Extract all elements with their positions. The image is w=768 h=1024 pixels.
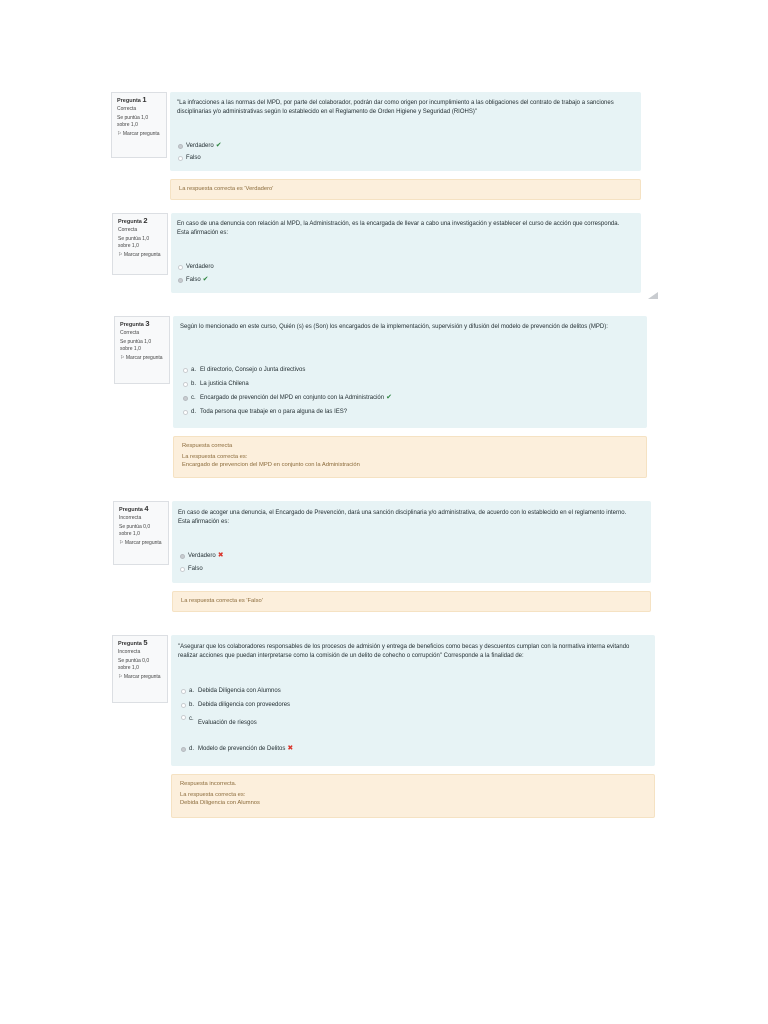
flag-icon: ⚐ (118, 252, 123, 258)
flag-icon: ⚐ (119, 540, 124, 546)
radio-button[interactable] (178, 265, 183, 270)
option-verdadero[interactable]: Verdadero (178, 263, 214, 272)
question-title: Pregunta (120, 322, 144, 328)
feedback-box-4 (172, 591, 651, 612)
question-number: 4 (144, 504, 149, 513)
question-state: Incorrecta (119, 514, 142, 521)
radio-button[interactable] (181, 747, 186, 752)
question-box-1 (170, 92, 641, 171)
question-title: Pregunta (119, 507, 143, 513)
question-grade: Se puntúa 1,0 sobre 1,0 (117, 115, 149, 128)
question-number: 1 (142, 95, 147, 104)
question-grade: Se puntúa 0,0 sobre 1,0 (119, 524, 151, 537)
option-c[interactable]: c. Encargado de prevención del MPD en conjunto con la Administración ✔ (183, 394, 392, 403)
question-number: 5 (143, 638, 148, 647)
question-number: 3 (145, 319, 150, 328)
option-a[interactable]: a. Debida Diligencia con Alumnos (181, 687, 281, 696)
question-box-4 (172, 501, 651, 583)
question-state: Correcta (120, 329, 140, 336)
check-icon: ✔ (202, 276, 209, 283)
radio-button[interactable] (183, 410, 188, 415)
question-info-2 (112, 213, 168, 275)
feedback-box-1 (170, 179, 641, 200)
feedback-result: Respuesta incorrecta. (180, 781, 237, 787)
feedback-answer: Debida Diligencia con Alumnos (180, 800, 260, 806)
radio-button[interactable] (180, 567, 185, 572)
question-state: Correcta (118, 226, 138, 233)
feedback-text: La respuesta correcta es: (182, 454, 248, 460)
flag-question-link[interactable]: ⚐ Marcar pregunta (118, 252, 161, 258)
feedback-answer: Encargado de prevencion del MPD en conjunto con la Administración (182, 462, 360, 468)
flag-question-link[interactable]: ⚐ Marcar pregunta (118, 674, 161, 680)
feedback-text: La respuesta correcta es: (180, 792, 246, 798)
option-verdadero[interactable]: Verdadero ✖ (180, 552, 224, 561)
radio-button[interactable] (183, 382, 188, 387)
option-a[interactable]: a. El directorio, Consejo o Junta directivos (183, 366, 305, 375)
flag-icon: ⚐ (120, 355, 125, 361)
question-info-4 (113, 501, 169, 565)
question-text: Según lo mencionado en este curso, Quién (s) es (Son) los encargados de la implementación, supervisión y difusión del modelo de prevención de delitos (MPD): (180, 324, 608, 330)
question-box-3 (173, 316, 647, 428)
check-icon: ✔ (386, 394, 392, 401)
option-falso[interactable]: Falso (180, 565, 203, 574)
question-box-2 (171, 213, 641, 293)
option-falso[interactable]: Falso (178, 154, 201, 163)
radio-button[interactable] (181, 689, 186, 694)
question-box-5 (171, 635, 655, 766)
question-title: Pregunta (117, 98, 141, 104)
option-verdadero[interactable]: Verdadero ✔ (178, 142, 222, 151)
radio-button[interactable] (183, 396, 188, 401)
feedback-text: La respuesta correcta es 'Verdadero' (179, 186, 274, 192)
question-grade: Se puntúa 1,0 sobre 1,0 (118, 236, 150, 249)
question-text: En caso de una denuncia con relación al MPD, la Administración, es la encargada de llevar a cabo una investigación y establecer el curso de acción que corresponda. Esta afirmación es: (177, 221, 620, 236)
radio-button[interactable] (178, 278, 183, 283)
question-text: "Asegurar que los colaboradores responsables de los procesos de admisión y entrega de beneficios como becas y descuentos cumplan con la normativa interna evitando realizar acciones que puedan interpretarse como la comisión de un delito de cohecho o corrupción" Corresponde a la finalidad de: (178, 644, 630, 659)
option-b[interactable]: b. La justicia Chilena (183, 380, 249, 389)
scroll-corner-icon (648, 292, 658, 299)
radio-button[interactable] (180, 554, 185, 559)
flag-question-link[interactable]: ⚐ Marcar pregunta (119, 540, 162, 546)
flag-question-link[interactable]: ⚐ Marcar pregunta (120, 355, 163, 361)
feedback-result: Respuesta correcta (182, 443, 233, 449)
option-d[interactable]: d. Toda persona que trabaje en o para alguna de las IES? (183, 408, 347, 417)
option-falso[interactable]: Falso ✔ (178, 276, 209, 285)
feedback-box-5 (171, 774, 655, 818)
option-d[interactable]: d. Modelo de prevención de Delitos ✖ (181, 745, 293, 754)
question-text: "La infracciones a las normas del MPD, por parte del colaborador, podrán dar como origen por incumplimiento a las obligaciones del contrato de trabajo a sanciones disciplinarias y/o administrativas según lo establecido en el Reglamento de Orden Higiene y Seguridad (RIOHS)" (177, 100, 614, 115)
flag-icon: ⚐ (118, 674, 123, 680)
question-info-1 (111, 92, 167, 158)
radio-button[interactable] (178, 144, 183, 149)
question-state: Correcta (117, 105, 137, 112)
question-info-3 (114, 316, 170, 384)
radio-button[interactable] (181, 703, 186, 708)
flag-question-link[interactable]: ⚐ Marcar pregunta (117, 131, 160, 137)
flag-icon: ⚐ (117, 131, 122, 137)
check-icon: ✔ (215, 142, 222, 149)
cross-icon: ✖ (217, 552, 224, 559)
question-title: Pregunta (118, 219, 142, 225)
radio-button[interactable] (181, 715, 186, 720)
radio-button[interactable] (178, 156, 183, 161)
question-grade: Se puntúa 0,0 sobre 1,0 (118, 658, 150, 671)
question-text: En caso de acoger una denuncia, el Encargado de Prevención, dará una sanción disciplinaria y/o administrativa, de acuerdo con lo establecido en el reglamento interno. Esta afirmación es: (178, 510, 627, 525)
cross-icon: ✖ (287, 745, 294, 752)
radio-button[interactable] (183, 368, 188, 373)
question-info-5 (112, 635, 168, 703)
question-number: 2 (143, 216, 148, 225)
question-grade: Se puntúa 1,0 sobre 1,0 (120, 339, 152, 352)
feedback-box-3 (173, 436, 647, 478)
question-title: Pregunta (118, 641, 142, 647)
option-c[interactable]: c. Evaluación de riesgos (181, 715, 257, 724)
question-state: Incorrecta (118, 648, 141, 655)
option-b[interactable]: b. Debida diligencia con proveedores (181, 701, 290, 710)
feedback-text: La respuesta correcta es 'Falso' (181, 598, 263, 604)
